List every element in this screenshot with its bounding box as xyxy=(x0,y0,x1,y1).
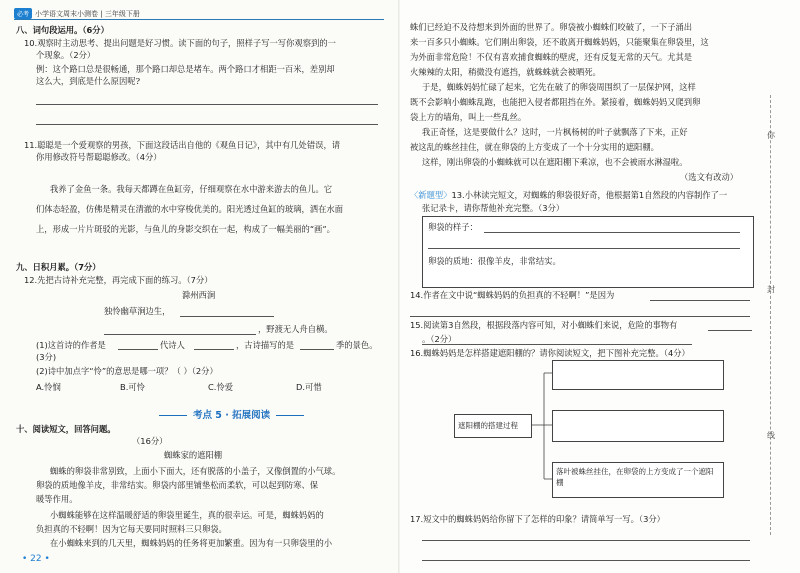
section-8-title: 八、词句段运用。（6分） xyxy=(16,25,109,35)
q10-example-line1: 例：这个路口总是很畅通，那个路口却总是堵车。两个路口才相距一百米，差别却 xyxy=(36,64,335,74)
section-10-score: （16分） xyxy=(132,436,168,446)
story-line2: 卵袋的质地像羊皮，非常结实。卵袋内部里铺垫松而柔软，可以起到防寒、保 xyxy=(36,480,319,490)
story-line1: 蜘蛛的卵袋非常别致，上面小下面大，还有脱落的小盖子，又像倒置的小气球。 xyxy=(50,466,341,476)
story-cont-line6: 既不会影响小蜘蛛乱跑，也能把入侵者都阻挡在外。紧接着，蜘蛛妈妈又爬到卵 xyxy=(410,97,701,107)
card-texture: 卵袋的质地：很像羊皮，非常结实。 xyxy=(428,256,561,266)
diagram-step-3-label: 落叶被蛛丝挂住，在卵袋的上方变成了一个遮阳棚 xyxy=(556,467,714,487)
blank-poet[interactable] xyxy=(194,349,234,350)
binding-char-2: 封 xyxy=(767,285,775,294)
page-number: • 22 • xyxy=(22,554,50,564)
blank-season[interactable] xyxy=(300,349,334,350)
q17: 17.短文中的蜘蛛妈妈给你留下了怎样的印象？请简单写一写。（3分） xyxy=(410,514,665,524)
poem-blank[interactable] xyxy=(180,316,274,317)
q10-example-line2: 这么大，到底是什么原因呢? xyxy=(36,76,141,86)
new-type-tag: 〈新题型〉 xyxy=(410,190,452,200)
diagram-step-3-text xyxy=(556,466,716,488)
diagram-center-label: 遮阳棚的搭建过程 xyxy=(458,421,518,430)
option-b[interactable]: B.可怜 xyxy=(120,382,145,392)
q11-line1: 11.聪聪是一个爱观察的男孩，下面这段话出自他的《观鱼日记》，其中有几处错误，请 xyxy=(24,140,341,150)
diagram-step-1[interactable] xyxy=(552,360,724,390)
q12-part1-a: (1)这首诗的作者是 xyxy=(36,340,106,350)
story-cont-line5: 于是，蜘蛛妈妈忙碌了起来，它先在破了的卵袋周围织了一层保护网，这样 xyxy=(422,82,696,92)
section-5-title: 考点 5 · 拓展阅读 xyxy=(193,410,271,421)
poem-blank[interactable] xyxy=(104,334,256,335)
q14: 14.作者在文中说“蜘蛛妈妈的负担真的不轻啊！”是因为 xyxy=(410,290,615,300)
section-10-title: 十、阅读短文，回答问题。 xyxy=(16,424,116,434)
story-line4: 小蜘蛛能够在这样温暖舒适的卵袋里诞生，真的很幸运。可是，蜘蛛妈妈的 xyxy=(50,510,324,520)
story-cont-line7: 袋上方的墙角，叫上一些乱丝。 xyxy=(410,112,527,122)
binding-char-3: 线 xyxy=(767,431,775,440)
binding-line xyxy=(770,95,771,535)
q13-line2: 张记录卡，请你帮他补充完整。（3分） xyxy=(422,203,565,213)
story-cont-line9: 被这乱的蛛丝挂住，就在卵袋的上方变成了一个十分实用的遮阳棚。 xyxy=(410,142,659,152)
story-cont-line2: 来一百多只小蜘蛛。它们刚出卵袋，还不敢离开蜘蛛妈妈，只能聚集在卵袋里，这 xyxy=(410,37,709,47)
poem-line1: 独怜幽草涧边生， xyxy=(104,306,171,316)
source-note: （选文有改动） xyxy=(680,172,739,182)
q11-passage-line3: 上，形成一片片斑驳的光影，与鱼儿的身影交织在一起，构成了一幅美丽的“画”。 xyxy=(36,224,335,234)
q15-line2: 。（2分） xyxy=(422,334,457,344)
story-line6: 在小蜘蛛来到的几天里，蜘蛛妈妈的任务将更加繁重。因为有一只卵袋里的小 xyxy=(50,538,333,548)
q12-part2: (2)诗中加点字“怜”的意思是哪一项？（ ）（2分） xyxy=(36,366,218,376)
q12-part1-score: (3分) xyxy=(36,352,57,362)
q16: 16.蜘蛛妈妈是怎样搭建遮阳棚的？请你阅读短文，把下图补充完整。（4分） xyxy=(410,348,690,358)
q12-line1: 12.先把古诗补充完整，再完成下面的练习。（7分） xyxy=(24,275,213,285)
story-cont-line10: 这样，刚出卵袋的小蜘蛛就可以在遮阳棚下乘凉，也不会被雨水淋湿啦。 xyxy=(422,157,688,167)
q15-line1: 15.阅读第3自然段，根据段落内容可知，对小蜘蛛们来说，危险的事物有 xyxy=(410,320,678,330)
story-cont-line1: 蛛们已经迫不及待想来到外面的世界了。卵袋被小蜘蛛们咬破了，一下子涌出 xyxy=(410,22,693,32)
poem-title: 滁州西涧 xyxy=(182,290,216,300)
q11-passage-line1: 我养了金鱼一条。我每天都蹲在鱼缸旁，仔细观察在水中游来游去的鱼儿。它 xyxy=(50,184,333,194)
section-5-banner xyxy=(153,407,310,421)
blank-author[interactable] xyxy=(118,349,158,350)
poem-line2: ，野渡无人舟自横。 xyxy=(258,324,333,334)
story-cont-line3: 为外面非常危险！不仅有喜欢捕食蜘蛛的壁虎，还有反复无常的天气。尤其是 xyxy=(410,52,693,62)
page-header xyxy=(14,8,140,19)
story-cont-line4: 火辣辣的太阳，稍微没有遮挡，就蛛蛛就会被晒死。 xyxy=(410,67,601,77)
answer-line[interactable] xyxy=(422,560,750,561)
option-a[interactable]: A.怜悯 xyxy=(36,382,61,392)
section-9-title: 九、日积月累。（7分） xyxy=(16,262,101,272)
option-d[interactable]: D.可惜 xyxy=(296,382,322,392)
header-rule xyxy=(14,19,384,20)
header-title: 小学语文周末小测卷 | 三年级下册 xyxy=(35,9,140,18)
answer-line[interactable] xyxy=(36,124,378,125)
q12-part1-c: ，古诗描写的是 xyxy=(236,340,295,350)
answer-line[interactable] xyxy=(36,104,378,105)
brand-logo: 必考 xyxy=(14,8,32,19)
story-line3: 暖等作用。 xyxy=(36,494,78,504)
right-page xyxy=(400,0,800,573)
binding-char-1: 你 xyxy=(767,131,775,140)
q10-line1: 10.观察时主动思考、提出问题是好习惯。读下面的句子，照样子写一写你观察到的一 xyxy=(24,38,336,48)
q12-part1-b: 代诗人 xyxy=(160,340,185,350)
story-line5: 负担真的不轻啊！因为它每天要同时照料三只卵袋。 xyxy=(36,524,227,534)
q10-line2: 个现象。（2分） xyxy=(36,50,96,60)
story-cont-line8: 我正奇怪，这是要做什么？这时，一片枫杨树的叶子就飘落了下来，正好 xyxy=(422,127,688,137)
answer-line[interactable] xyxy=(422,540,750,541)
q11-passage-line2: 们体态轻盈，仿佛是精灵在清澈的水中穿梭优美的。阳光透过鱼缸的玻璃，洒在水面 xyxy=(36,204,343,214)
option-c[interactable]: C.怜爱 xyxy=(208,382,234,392)
diagram-step-2[interactable] xyxy=(552,410,724,442)
q13-text: 13.小林读完短文，对蜘蛛的卵袋很好奇，他根据第1自然段的内容制作了一 xyxy=(451,190,728,200)
q12-part1-d: 季的景色。 xyxy=(336,340,378,350)
q11-line2: 你用修改符号帮聪聪修改。（4分） xyxy=(36,152,162,162)
story-title: 蜘蛛家的遮阳棚 xyxy=(164,450,223,460)
card-shape-label: 卵袋的样子： xyxy=(428,222,478,232)
